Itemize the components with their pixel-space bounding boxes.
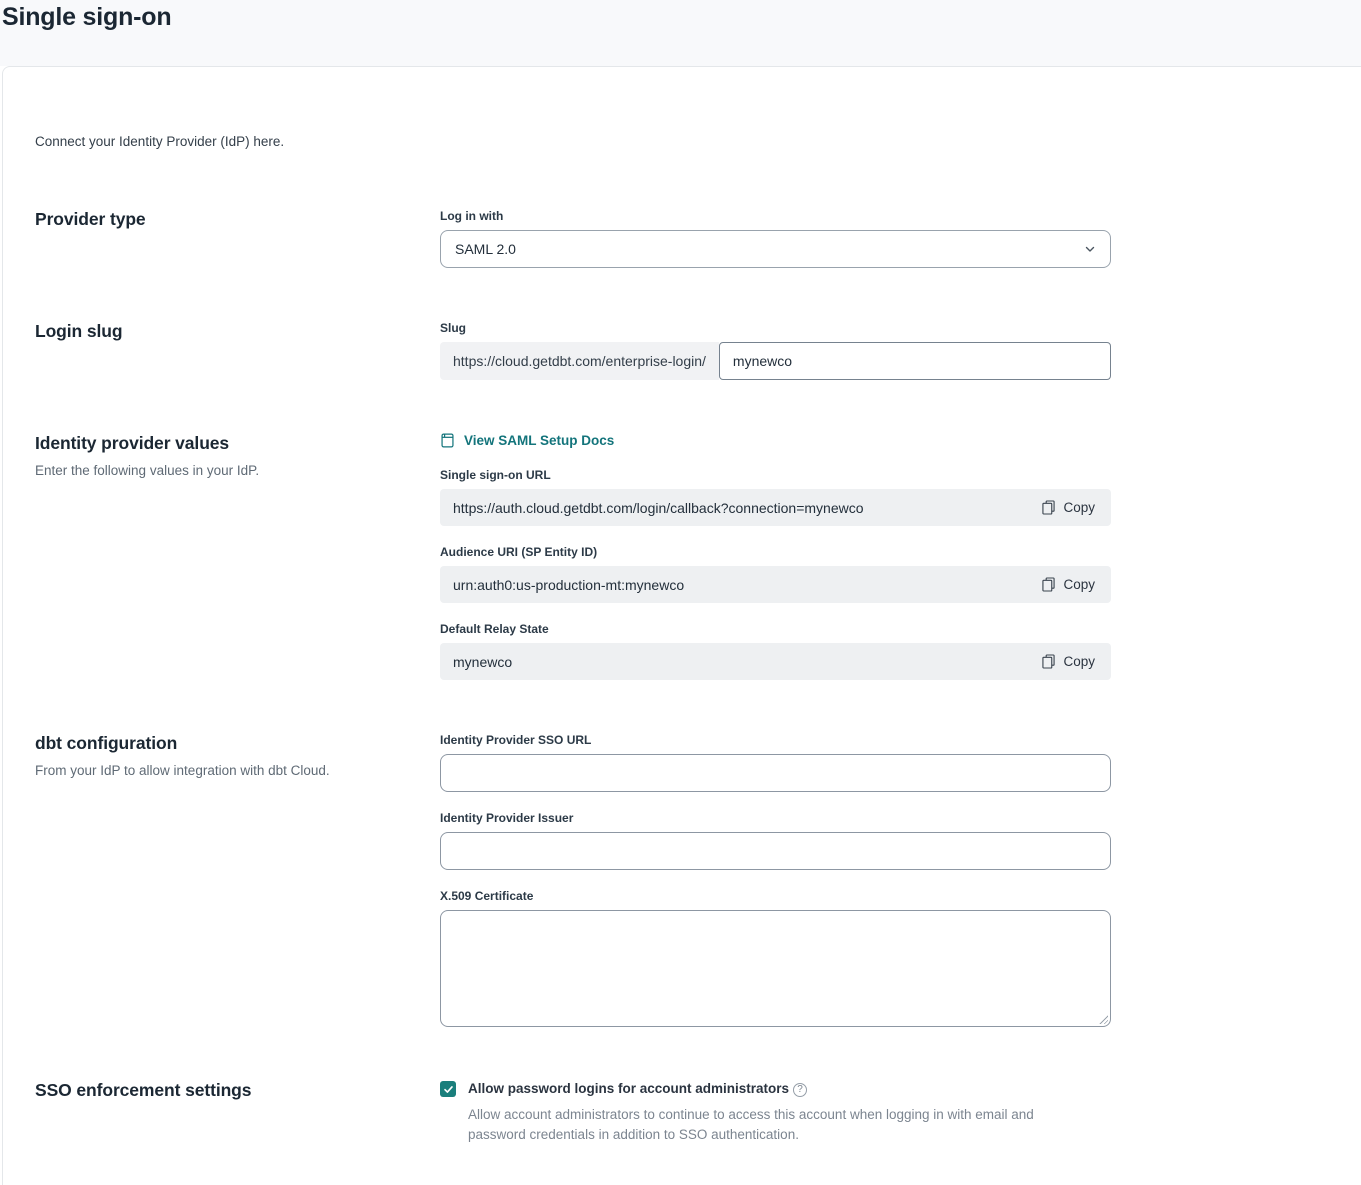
copy-label: Copy (1063, 577, 1095, 592)
audience-uri-row (440, 566, 1111, 603)
audience-uri-block (440, 545, 1111, 603)
identity-provider-values-heading: Identity provider values (35, 433, 230, 453)
log-in-with-selected-value: SAML 2.0 (455, 241, 516, 257)
sso-url-value: https://auth.cloud.getdbt.com/login/callback?connection=mynewco (453, 499, 864, 516)
default-relay-state-row (440, 643, 1111, 680)
sso-settings-card (2, 66, 1361, 1185)
log-in-with-label: Log in with (440, 209, 504, 223)
allow-password-logins-row (440, 1080, 1111, 1145)
dbt-configuration-section (33, 733, 1361, 1027)
idp-issuer-input[interactable] (440, 832, 1111, 870)
audience-uri-label: Audience URI (SP Entity ID) (440, 545, 598, 559)
log-in-with-select[interactable] (440, 230, 1111, 268)
idp-issuer-block (440, 811, 1111, 870)
default-relay-state-block (440, 622, 1111, 680)
idp-sso-url-label: Identity Provider SSO URL (440, 733, 592, 747)
page-header (0, 0, 1361, 66)
idp-sso-url-block (440, 733, 1111, 792)
copy-label: Copy (1063, 654, 1095, 669)
view-saml-setup-docs-link[interactable] (440, 433, 614, 448)
copy-label: Copy (1063, 500, 1095, 515)
dbt-configuration-subheading: From your IdP to allow integration with dbt Cloud. (35, 763, 330, 778)
slug-label: Slug (440, 321, 466, 335)
journal-icon (440, 433, 455, 448)
allow-password-logins-text (468, 1080, 1090, 1145)
login-slug-heading: Login slug (35, 321, 123, 341)
default-relay-state-value: mynewco (453, 653, 513, 670)
provider-type-section (33, 209, 1361, 268)
x509-certificate-block (440, 889, 1111, 1027)
allow-password-logins-label: Allow password logins for account administrators (468, 1081, 790, 1096)
slug-url-prefix: https://cloud.getdbt.com/enterprise-login/ (440, 342, 719, 380)
sso-url-copy-button[interactable] (1042, 500, 1095, 515)
dbt-configuration-heading: dbt configuration (35, 733, 178, 753)
intro-text: Connect your Identity Provider (IdP) here. (35, 134, 285, 149)
identity-provider-values-section (33, 433, 1361, 680)
audience-uri-value: urn:auth0:us-production-mt:mynewco (453, 576, 685, 593)
copy-icon (1042, 577, 1055, 592)
allow-password-logins-checkbox[interactable] (440, 1081, 456, 1097)
x509-certificate-label: X.509 Certificate (440, 889, 534, 903)
provider-type-heading: Provider type (35, 209, 146, 229)
chevron-down-icon (1084, 243, 1096, 255)
sso-url-block (440, 468, 1111, 526)
default-relay-state-label: Default Relay State (440, 622, 549, 636)
help-icon[interactable]: ? (793, 1083, 807, 1097)
view-saml-setup-docs-label: View SAML Setup Docs (464, 433, 615, 448)
identity-provider-values-subheading: Enter the following values in your IdP. (35, 463, 260, 478)
audience-uri-copy-button[interactable] (1042, 577, 1095, 592)
idp-sso-url-input[interactable] (440, 754, 1111, 792)
allow-password-logins-description: Allow account administrators to continue to access this account when logging in with email and password credentials in addition to SSO authentication. (468, 1107, 1034, 1142)
login-slug-section (33, 321, 1361, 380)
x509-certificate-textarea[interactable] (440, 910, 1111, 1027)
sso-url-row (440, 489, 1111, 526)
copy-icon (1042, 500, 1055, 515)
idp-issuer-label: Identity Provider Issuer (440, 811, 574, 825)
sso-enforcement-heading: SSO enforcement settings (35, 1080, 252, 1100)
sso-enforcement-section (33, 1080, 1361, 1145)
copy-icon (1042, 654, 1055, 669)
slug-input-group (440, 342, 1111, 380)
page-title: Single sign-on (2, 3, 172, 31)
slug-input[interactable] (719, 342, 1111, 380)
default-relay-state-copy-button[interactable] (1042, 654, 1095, 669)
sso-url-label: Single sign-on URL (440, 468, 551, 482)
